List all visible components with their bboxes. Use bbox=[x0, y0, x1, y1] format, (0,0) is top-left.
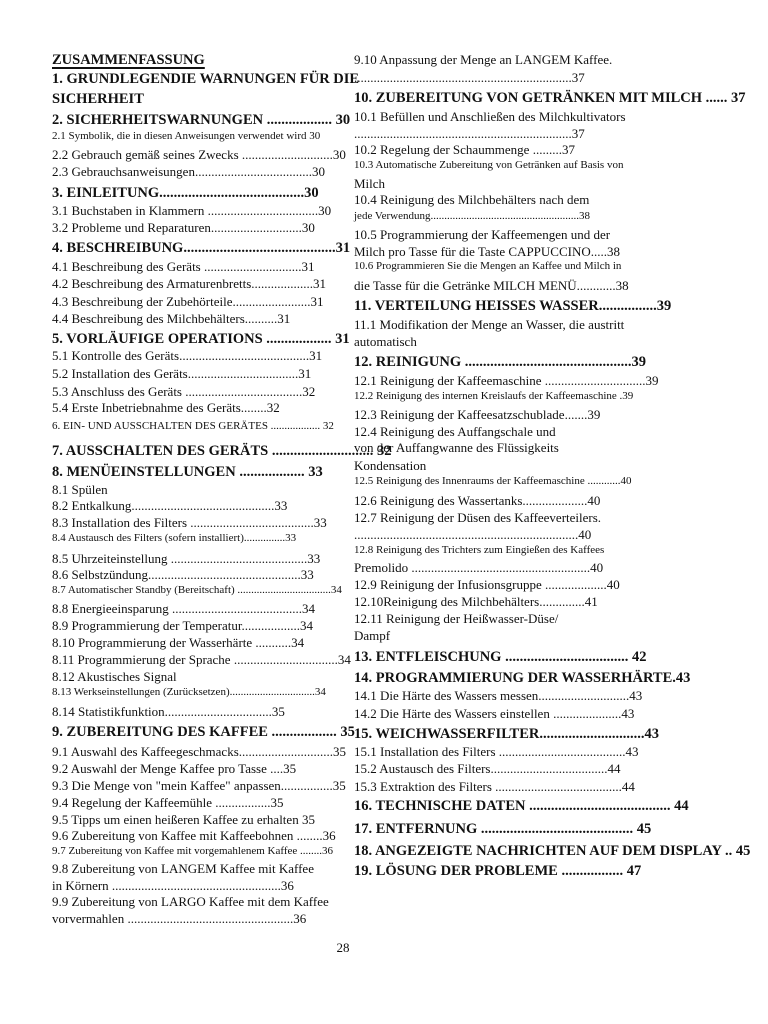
toc-subsection-entry: 10.2 Regelung der Schaummenge .........37 bbox=[354, 142, 575, 157]
toc-section-entry: SICHERHEIT bbox=[52, 91, 144, 107]
toc-subsection-entry: automatisch bbox=[354, 334, 417, 349]
toc-subsection-entry: 12.9 Reinigung der Infusionsgruppe ...................40 bbox=[354, 577, 620, 592]
toc-subsection-entry: 12.1 Reinigung der Kaffeemaschine ...............................39 bbox=[354, 373, 659, 388]
toc-subsection-entry: in Körnern ....................................................36 bbox=[52, 878, 294, 893]
toc-section-entry: 2. SICHERHEITSWARNUNGEN .................. 30 bbox=[52, 112, 351, 128]
toc-subsection-entry: 3.1 Buchstaben in Klammern ..................................30 bbox=[52, 203, 332, 218]
toc-section-entry: 16. TECHNISCHE DATEN ....................................... 44 bbox=[354, 798, 689, 814]
toc-subsection-entry: 8.3 Installation des Filters ......................................33 bbox=[52, 515, 327, 530]
toc-subsection-entry: 10.4 Reinigung des Milchbehälters nach dem bbox=[354, 192, 590, 207]
toc-section-entry: 15. WEICHWASSERFILTER.............................43 bbox=[354, 726, 659, 742]
toc-subsection-entry: 5.1 Kontrolle des Geräts........................................31 bbox=[52, 348, 323, 363]
toc-subsection-entry: Premolido .......................................................40 bbox=[354, 560, 604, 575]
toc-subsection-entry: 12.6 Reinigung des Wassertanks....................40 bbox=[354, 493, 601, 508]
toc-subsection-entry: vorvermahlen ...................................................36 bbox=[52, 911, 307, 926]
toc-subsection-entry: 9.3 Die Menge von "mein Kaffee" anpassen................35 bbox=[52, 778, 346, 793]
toc-subsection-entry: Milch pro Tasse für die Taste CAPPUCCINO.....38 bbox=[354, 244, 620, 259]
toc-subsection-entry: 14.1 Die Härte des Wassers messen............................43 bbox=[354, 688, 643, 703]
toc-subsection-entry: 8.6 Selbstzündung...............................................33 bbox=[52, 567, 314, 582]
toc-subsection-entry: 3.2 Probleme und Reparaturen............................30 bbox=[52, 220, 315, 235]
toc-section-entry: 10. ZUBEREITUNG VON GETRÄNKEN MIT MILCH ...... 37 bbox=[354, 90, 746, 106]
toc-subsection-entry: 11.1 Modifikation der Menge an Wasser, die austritt bbox=[354, 317, 625, 332]
toc-subsection-entry: 12.7 Reinigung der Düsen des Kaffeeverteilers. bbox=[354, 510, 602, 525]
toc-subsection-entry: 12.2 Reinigung des internen Kreislaufs der Kaffeemaschine .39 bbox=[354, 390, 634, 402]
toc-subsection-entry: ...................................................................37 bbox=[354, 70, 585, 85]
toc-subsection-entry: Dampf bbox=[354, 628, 391, 643]
toc-subsection-entry: 9.2 Auswahl der Menge Kaffee pro Tasse ....35 bbox=[52, 761, 297, 776]
toc-title: ZUSAMMENFASSUNG bbox=[52, 52, 205, 68]
toc-subsection-entry: 12.10Reinigung des Milchbehälters..............41 bbox=[354, 594, 598, 609]
toc-subsection-entry: 8.11 Programmierung der Sprache ................................34 bbox=[52, 652, 351, 667]
toc-subsection-entry: 12.5 Reinigung des Innenraums der Kaffeemaschine ............40 bbox=[354, 475, 632, 487]
toc-section-entry: 7. AUSSCHALTEN DES GERÄTS ............................ 32 bbox=[52, 443, 392, 459]
toc-subsection-entry: die Tasse für die Getränke MILCH MENÜ............38 bbox=[354, 278, 629, 293]
toc-subsection-entry: 5.2 Installation des Geräts..................................31 bbox=[52, 366, 312, 381]
toc-subsection-entry: 9.8 Zubereitung von LANGEM Kaffee mit Kaffee bbox=[52, 861, 314, 876]
toc-subsection-entry: 10.1 Befüllen und Anschließen des Milchkultivators bbox=[354, 109, 626, 124]
toc-section-entry: 13. ENTFLEISCHUNG .................................. 42 bbox=[354, 649, 647, 665]
toc-subsection-entry: 5.4 Erste Inbetriebnahme des Geräts........32 bbox=[52, 400, 280, 415]
toc-subsection-entry: 10.5 Programmierung der Kaffeemengen und der bbox=[354, 227, 611, 242]
toc-subsection-entry: ...................................................................37 bbox=[354, 126, 585, 141]
toc-subsection-entry: 15.1 Installation des Filters .......................................43 bbox=[354, 744, 639, 759]
toc-subsection-entry: 8.5 Uhrzeiteinstellung ..........................................33 bbox=[52, 551, 321, 566]
toc-subsection-entry: 10.6 Programmieren Sie die Mengen an Kaffee und Milch in bbox=[354, 260, 622, 272]
toc-subsection-entry: 14.2 Die Härte des Wassers einstellen .....................43 bbox=[354, 706, 635, 721]
toc-section-entry: 18. ANGEZEIGTE NACHRICHTEN AUF DEM DISPLAY .. 45 bbox=[354, 843, 751, 859]
toc-subsection-entry: 8.14 Statistikfunktion.................................35 bbox=[52, 704, 285, 719]
toc-subsection-entry: 8.10 Programmierung der Wasserhärte ...........34 bbox=[52, 635, 305, 650]
toc-subsection-entry: von der Auffangwanne des Flüssigkeits bbox=[354, 440, 559, 455]
toc-section-entry: 4. BESCHREIBUNG..........................................31 bbox=[52, 240, 351, 256]
toc-section-entry: 8. MENÜEINSTELLUNGEN .................. 33 bbox=[52, 464, 323, 480]
toc-subsection-entry: 8.4 Austausch des Filters (sofern installiert)...............33 bbox=[52, 532, 297, 544]
toc-subsection-entry: 12.11 Reinigung der Heißwasser-Düse/ bbox=[354, 611, 559, 626]
toc-subsection-entry: 12.8 Reinigung des Trichters zum Eingießen des Kaffees bbox=[354, 544, 605, 556]
toc-subsection-entry: 8.2 Entkalkung............................................33 bbox=[52, 498, 288, 513]
toc-subsection-entry: 4.3 Beschreibung der Zubehörteile........................31 bbox=[52, 294, 324, 309]
toc-subsection-entry: .....................................................................40 bbox=[354, 527, 592, 542]
toc-section-entry: 12. REINIGUNG ..............................................39 bbox=[354, 354, 647, 370]
toc-subsection-entry: 9.1 Auswahl des Kaffeegeschmacks.............................35 bbox=[52, 744, 347, 759]
toc-subsection-entry: 15.3 Extraktion des Filters .......................................44 bbox=[354, 779, 635, 794]
toc-subsection-entry: 6. EIN- UND AUSSCHALTEN DES GERÄTES .................. 32 bbox=[52, 420, 334, 432]
toc-section-entry: 3. EINLEITUNG........................................30 bbox=[52, 185, 319, 201]
toc-subsection-entry: 8.13 Werkseinstellungen (Zurücksetzen)...............................34 bbox=[52, 686, 326, 698]
toc-subsection-entry: 8.9 Programmierung der Temperatur..................34 bbox=[52, 618, 313, 633]
toc-subsection-entry: 8.8 Energieeinsparung ........................................34 bbox=[52, 601, 315, 616]
toc-subsection-entry: 10.3 Automatische Zubereitung von Getränken auf Basis von bbox=[354, 159, 624, 171]
toc-subsection-entry: 8.12 Akustisches Signal bbox=[52, 669, 177, 684]
toc-subsection-entry: 4.1 Beschreibung des Geräts ..............................31 bbox=[52, 259, 315, 274]
toc-section-entry: 11. VERTEILUNG HEISSES WASSER................39 bbox=[354, 298, 672, 314]
toc-subsection-entry: 4.2 Beschreibung des Armaturenbretts...................31 bbox=[52, 276, 327, 291]
toc-subsection-entry: 9.7 Zubereitung von Kaffee mit vorgemahlenem Kaffee ........36 bbox=[52, 845, 334, 857]
toc-subsection-entry: jede Verwendung......................................................38 bbox=[354, 210, 590, 222]
toc-subsection-entry: 12.3 Reinigung der Kaffeesatzschublade.......39 bbox=[354, 407, 601, 422]
toc-subsection-entry: 15.2 Austausch des Filters....................................44 bbox=[354, 761, 621, 776]
toc-subsection-entry: 2.2 Gebrauch gemäß seines Zwecks ............................30 bbox=[52, 147, 346, 162]
toc-subsection-entry: 9.4 Regelung der Kaffeemühle .................35 bbox=[52, 795, 284, 810]
toc-subsection-entry: 9.9 Zubereitung von LARGO Kaffee mit dem Kaffee bbox=[52, 894, 329, 909]
toc-subsection-entry: 2.3 Gebrauchsanweisungen....................................30 bbox=[52, 164, 325, 179]
toc-subsection-entry: Milch bbox=[354, 176, 386, 191]
toc-subsection-entry: 9.10 Anpassung der Menge an LANGEM Kaffee. bbox=[354, 52, 613, 67]
toc-subsection-entry: Kondensation bbox=[354, 458, 427, 473]
toc-section-entry: 14. PROGRAMMIERUNG DER WASSERHÄRTE.43 bbox=[354, 670, 691, 686]
toc-section-entry: 19. LÖSUNG DER PROBLEME ................. 47 bbox=[354, 863, 642, 879]
toc-section-entry: 17. ENTFERNUNG .......................................... 45 bbox=[354, 821, 652, 837]
toc-section-entry: 5. VORLÄUFIGE OPERATIONS .................. 31 bbox=[52, 331, 350, 347]
toc-subsection-entry: 8.1 Spülen bbox=[52, 482, 108, 497]
toc-subsection-entry: 5.3 Anschluss des Geräts ....................................32 bbox=[52, 384, 316, 399]
toc-subsection-entry: 4.4 Beschreibung des Milchbehälters..........31 bbox=[52, 311, 291, 326]
toc-subsection-entry: 8.7 Automatischer Standby (Bereitschaft) ..................................34 bbox=[52, 584, 342, 596]
page-number: 28 bbox=[336, 940, 350, 955]
toc-section-entry: 1. GRUNDLEGENDIE WARNUNGEN FÜR DIE bbox=[52, 71, 360, 87]
toc-subsection-entry: 12.4 Reinigung des Auffangschale und bbox=[354, 424, 556, 439]
toc-subsection-entry: 9.6 Zubereitung von Kaffee mit Kaffeebohnen ........36 bbox=[52, 828, 336, 843]
toc-section-entry: 9. ZUBEREITUNG DES KAFFEE .................. 35 bbox=[52, 724, 355, 740]
toc-subsection-entry: 2.1 Symbolik, die in diesen Anweisungen verwendet wird 30 bbox=[52, 130, 321, 142]
toc-subsection-entry: 9.5 Tipps um einen heißeren Kaffee zu erhalten 35 bbox=[52, 812, 315, 827]
